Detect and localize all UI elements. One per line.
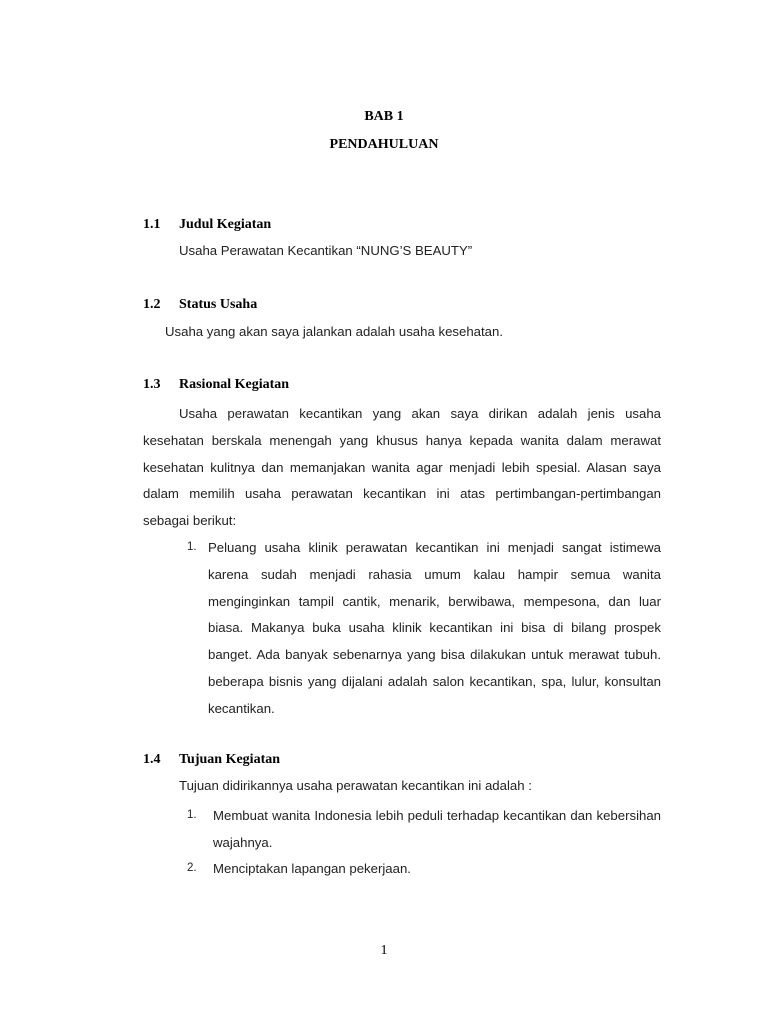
section-number: 1.4 [143,752,161,767]
list-item-text: Menciptakan lapangan pekerjaan. [213,861,411,876]
section-text: Usaha yang akan saya jalankan adalah usaha kesehatan. [165,324,503,339]
page-number: 1 [380,943,388,958]
list-item-text: Membuat wanita Indonesia lebih peduli terhadap kecantikan dan kebersihan wajahnya. [213,808,661,850]
chapter-title: PENDAHULUAN [329,137,439,152]
list-item-number: 1. [187,809,197,821]
list-item-text: Peluang usaha klinik perawatan kecantikan ini menjadi sangat istimewa karena sudah menjadi rahasia umum kalau hampir semua wanita menginginkan tampil cantik, menarik, berwibawa, mempesona, dan luar biasa. Makanya buka usaha klinik kecantikan ini bisa di bilang prospek banget. Ada banyak sebenarnya yang bisa dilakukan untuk merawat tubuh. beberapa bisnis yang dijalani adalah salon kecantikan, spa, lulur, konsultan kecantikan. [208,540,661,716]
section-text: Usaha Perawatan Kecantikan “NUNG’S BEAUTY” [179,243,473,258]
section-number: 1.3 [143,377,161,392]
section-number: 1.1 [143,217,161,232]
section-title: Tujuan Kegiatan [179,752,281,767]
section-intro: Tujuan didirikannya usaha perawatan kecantikan ini adalah : [179,778,532,793]
chapter-label: BAB 1 [364,109,404,124]
section-paragraph: Usaha perawatan kecantikan yang akan saya dirikan adalah jenis usaha kesehatan berskala menengah yang khusus hanya kepada wanita dalam merawat kesehatan kulitnya dan memanjakan wanita agar menjadi lebih spesial. Alasan saya dalam memilih usaha perawatan kecantikan ini atas pertimbangan-pertimbangan sebagai berikut: [143,406,661,529]
section-title: Rasional Kegiatan [179,377,290,392]
section-title: Status Usaha [179,297,258,312]
list-item-number: 2. [187,862,197,874]
section-number: 1.2 [143,297,161,312]
section-title: Judul Kegiatan [179,217,272,232]
list-item-number: 1. [187,541,197,553]
